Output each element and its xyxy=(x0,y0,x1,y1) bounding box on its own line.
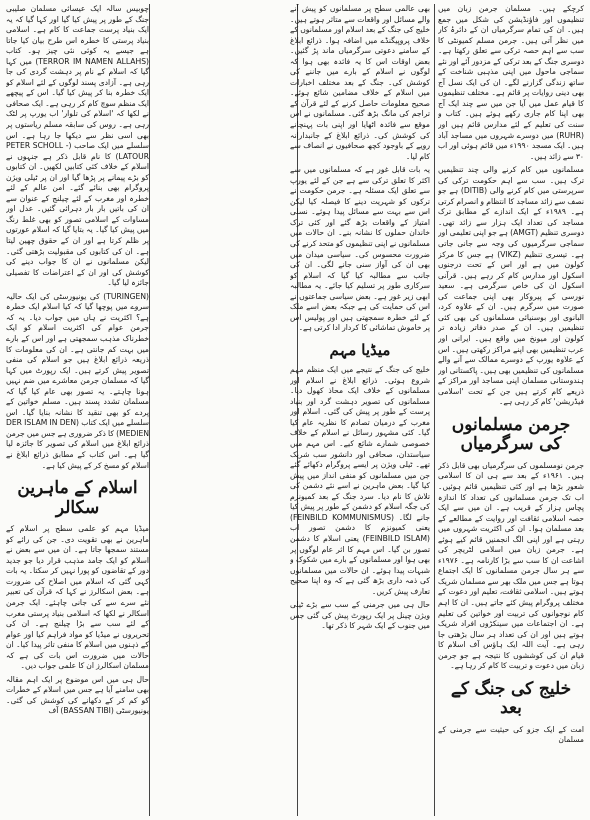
paragraph: چوبیس سالہ ایک عیسائی مسلمان صلیبی جنگ کے طور پر پیش کیا گیا اور کہا گیا کہ یہ ایک بنیاد پرست جماعت کا کام ہے۔ اسلامی بنیاد پرستی کا خطرہ اس طرح بیان کیا جاتا ہے جیسے یہ کوئی نئی چیز ہو۔ کتاب (TERROR IM NAMEN ALLAHS) میں کہا گیا کہ اسلام کے نام پر دہشت گردی کی جا رہی ہے۔ آزادی پسند لوگوں کے لئے اسلام کو ایک خطرہ بنا کر پیش کیا گیا۔ اس کے پیچھے ایک منظم سوچ کام کر رہی ہے۔ ایک صحافی نے لکھا کہ 'اسلام کی تلوار' اب یورپ پر لٹک رہی ہے۔ روس کی سابقہ مسلم ریاستوں پر بھی اسی نظر سے دیکھا جا رہا ہے۔ اس سلسلے میں ایک صاحب (PETER SCHOLL - LATOUR) کا نام قابل ذکر ہے جنہوں نے اسلام کے خلاف کئی کتابیں لکھیں۔ ان کتابوں کو بڑے پیمانے پر پڑھا گیا اور ان پر ٹیلی ویژن پروگرام بھی بنائے گئے۔ امن عالم کے لئے خطرہ اور مغرب کے لئے چیلنج کے عنوان سے ان کی باتیں بار بار دہرائی گئیں۔ عدل اور مساوات کے اسلامی تصور کو بھی غلط رنگ میں پیش کیا گیا۔ یہ بتایا گیا کہ اسلام عورتوں پر ظلم کرتا ہے اور ان کے حقوق چھین لیتا ہے۔ ان کی کتابوں کی مقبولیت بڑھتی گئی۔ لیکن مسلمانوں نے ان کا جواب دینے کی کوشش کی اور ان کے اعتراضات کا تفصیلی جائزہ لیا گیا۔ xyxy=(6,4,149,288)
paragraph: امت کے ایک جزو کی حیثیت سے جرمنی کے مسلمان xyxy=(438,724,584,745)
paragraph: بھی عالمی سطح پر مسلمانوں کو پیش آنے والے مسائل اور واقعات سے متاثر ہوتے ہیں۔ خلیج کی جنگ کے بعد اسلام اور مسلمانوں کے خلاف پروپیگنڈے میں اضافہ ہوا۔ ذرائع ابلاغ کے سامنے دعوتی سرگرمیاں ماند پڑ گئیں۔ بعض اوقات اس کا یہ فائدہ بھی ہوا کہ لوگوں نے اسلام کے بارے میں جاننے کی کوشش کی۔ جنگ کے بعد مختلف اخبارات میں اسلام کے خلاف مضامین شائع ہوئے۔ صحیح معلومات حاصل کرنے کے لئے قرآن کے تراجم کی مانگ بڑھ گئی۔ مسلمانوں نے اس موقع سے فائدہ اٹھایا اور اپنی بات پہنچانے کی کوشش کی۔ ذرائع ابلاغ کے جانبدارانہ رویے کے باوجود کچھ صحافیوں نے انصاف سے کام لیا۔ xyxy=(290,4,430,161)
column-2 xyxy=(290,4,430,816)
section-heading: اسلام کے ماہرین سکالر xyxy=(17,478,138,518)
column-3 xyxy=(6,4,149,816)
column-1 xyxy=(438,4,584,816)
column-divider xyxy=(149,4,150,816)
section-heading: جرمن مسلمانوں کی سرگرمیاں xyxy=(451,414,571,455)
section-heading: خلیج کی جنگ کے بعد xyxy=(450,678,572,719)
paragraph: خلیج کی جنگ کے نتیجے میں ایک منظم مہم شروع ہوئی۔ ذرائع ابلاغ نے اسلام اور مسلمانوں کے خلاف ایک محاذ کھول دیا۔ مسلمانوں کی تصویر دہشت گرد اور بنیاد پرست کے طور پر پیش کی گئی۔ اسلام اور مغرب کے درمیان تصادم کا نظریہ عام کیا گیا۔ کئی مشہور رسائل نے اسلام کے خلاف خصوصی شمارے شائع کیے۔ اس مہم میں سیاستدان، صحافی اور دانشور سب شریک تھے۔ ٹیلی ویژن پر ایسے پروگرام دکھائے گئے جن میں مسلمانوں کو منفی انداز میں پیش کیا گیا۔ بعض ماہرین نے اسے نئے دشمن کی تلاش کا نام دیا۔ سرد جنگ کے بعد کمیونزم کی جگہ اسلام کو دشمن کے طور پر پیش کیا جانے لگا۔ (FEINBILD KOMMUNISMUS) یعنی کمیونزم کا دشمن تصور اب (FEINBILD ISLAM) یعنی اسلام کا دشمن تصور بن گیا۔ اس مہم کا اثر عام لوگوں پر بھی ہوا اور مسلمانوں کے بارے میں شکوک و شبہات پیدا ہوئے۔ ان حالات میں مسلمانوں کی ذمہ داری بڑھ گئی ہے کہ وہ اپنا صحیح تعارف پیش کریں۔ xyxy=(290,365,430,596)
paragraph: جرمن نومسلموں کی سرگرمیاں بھی قابل ذکر ہیں۔ ۱۹۶۱ء کے بعد سے ہی ان کا اسلامی شعور بڑھا ہے اور کئی تنظیمیں قائم ہوئیں۔ اب تک جرمن مسلمانوں کی تعداد کا اندازہ پچاس ہزار کے قریب ہے۔ ان میں سے ایک حصہ اسلامی ثقافت اور روایت کے مطالعے کے بعد مسلمان ہوا۔ ان کی اکثریت شہروں میں رہتی ہے اور اپنی الگ انجمنیں قائم کیے ہوئے ہے۔ جرمن زبان میں اسلامی لٹریچر کی اشاعت ان کا سب سے بڑا کارنامہ ہے۔ ۱۹۷۶ء سے ہر سال جرمن مسلمانوں کا ایک اجتماع ہوتا ہے جس میں ملک بھر سے مسلمان شریک ہوتے ہیں۔ اسلامی ثقافت، تعلیم اور دعوت کے مختلف پروگرام پیش کئے جاتے ہیں۔ ان کا اہم کام نوجوانوں کی تربیت اور خواتین کی تعلیم ہے۔ ان اجتماعات میں سینکڑوں افراد شریک ہوتے ہیں اور ان کی تعداد ہر سال بڑھتی جا رہی ہے۔ آیت اللہ ایک ہاؤس آف اسلام کا قیام ان کی کوششوں کا نتیجہ ہے جو جرمن زبان میں دعوت و تربیت کا کام کر رہا ہے۔ xyxy=(438,460,584,671)
paragraph: یہ بات قابل غور ہے کہ مسلمانوں میں سے اکثر کا تعلق ترکی سے ہے جن کے لئے یورپ سے تعلق ایک مسئلہ ہے۔ جرمن حکومت نے ترکوں کو شہریت دینے کا فیصلہ کیا لیکن اس سے بہت سے مسائل پیدا ہوئے۔ نسلی امتیاز کے واقعات بڑھ گئے اور کئی ترک خاندان حملوں کا نشانہ بنے۔ ان حالات میں مسلمانوں نے اپنی تنظیموں کو متحد کرنے کی ضرورت محسوس کی۔ سیاسی میدان میں بھی ان کی آواز سنی جانے لگی۔ ان کی جانب سے مطالبہ کیا گیا کہ اسلام کو سرکاری طور پر تسلیم کیا جائے۔ یہ مطالبہ ابھی زیر غور ہے۔ بعض سیاسی جماعتوں نے اس کی حمایت کی ہے جبکہ بعض اسے ملک کے لئے خطرہ سمجھتی ہیں اور پولیس اس پر خاموش تماشائی کا کردار ادا کرتی ہے۔ xyxy=(290,165,430,333)
section-heading: میڈیا مہم xyxy=(329,340,391,359)
column-divider xyxy=(434,4,435,816)
paragraph: حال ہی میں جرمنی کے سب سے بڑے ٹیلی ویژن چینل پر ایک رپورٹ پیش کی گئی جس میں جنوب کے ایک شہر کا ذکر تھا۔ xyxy=(290,600,430,631)
paragraph: حال ہی میں اس موضوع پر ایک اہم مقالہ بھی سامنے آیا ہے جس میں اسلام کے خطرات کو کم کر کے دکھانے کی کوشش کی گئی۔ یونیورسٹی (BASSAN TIBI) آف xyxy=(6,674,149,716)
paragraph: (TURINGEN) کی یونیورسٹی کی ایک حالیہ سروے میں پوچھا گیا کہ کیا اسلام ایک خطرہ ہے؟ اکثریت نے ہاں میں جواب دیا۔ یہ کہ جرمن عوام کی اکثریت اسلام کو ایک خطرناک مذہب سمجھتی ہے اور اس کے بارے میں بہت کم جانتی ہے۔ ان کی معلومات کا ذریعہ ذرائع ابلاغ ہیں جو اسلام کی منفی تصویر پیش کرتے ہیں۔ ایک رپورٹ میں کہا گیا کہ مسلمان جرمن معاشرے میں ضم نہیں ہونا چاہتے۔ یہ تصور بھی عام کیا گیا کہ مسلمان تشدد پسند ہیں۔ مسلم خواتین کے پردے کو بھی تنقید کا نشانہ بنایا گیا۔ اس سلسلے میں ایک کتاب (DER ISLAM IN DEN MEDIEN) کا ذکر ضروری ہے جس میں جرمن ذرائع ابلاغ میں اسلام کی تصویر کا جائزہ لیا گیا ہے۔ اس کتاب کے مطابق ذرائع ابلاغ نے اسلام کو مسخ کر کے پیش کیا ہے۔ xyxy=(6,291,149,470)
paragraph: مسلمانوں میں کام کرنے والی چند تنظیمیں ترک ہیں۔ سب سے اہم حکومت ترکی کی سرپرستی میں کام کرنے والی (DITIB) ہے جو نصف سے زائد مساجد کا انتظام و انصرام کرتی ہے۔ ۱۹۸۹ء کے ایک اندازے کے مطابق ترک مساجد کی تعداد ایک ہزار سے زائد تھی۔ دوسری تنظیم (AMGT) ہے جو اپنی تعلیمی اور سماجی سرگرمیوں کی وجہ سے جانی جاتی ہے۔ تیسری تنظیم (VIKZ) ہے جس کا مرکز کولون میں ہے اور اس کے تحت درجنوں اسکول اور مدارس کام کر رہے ہیں۔ قرآنی اسکول ان کی خاص سرگرمی ہے۔ سعید نورسی کے پیروکار بھی اپنی جماعت کی صورت میں سرگرم ہیں۔ ان کے علاوہ کرد، البانوی اور بوسنیائی مسلمانوں کی بھی کئی تنظیمیں ہیں۔ ان کے صدر دفاتر زیادہ تر کولون اور میونخ میں واقع ہیں۔ ایرانی اور عرب تنظیمیں بھی اپنے مراکز رکھتی ہیں۔ اس کے علاوہ یورپ کے دوسرے ممالک سے آنے والے مسلمانوں کی تنظیمیں بھی ہیں۔ پاکستانی اور ہندوستانی مسلمان اپنی مساجد اور مراکز کے ذریعے کام کرتے ہیں جن کے تحت 'اسلامی فیڈریشن' کام کر رہی ہے۔ xyxy=(438,165,584,407)
paragraph: میڈیا مہم کو علمی سطح پر اسلام کے ماہرین نے بھی تقویت دی۔ جن کی رائے کو مستند سمجھا جاتا ہے۔ ان میں سے بعض نے اسلام کو ایک جامد مذہب قرار دیا جو جدید دور کے تقاضوں کو پورا نہیں کر سکتا۔ یہ بات کہی گئی کہ اسلام میں اصلاح کی ضرورت ہے۔ بعض اسکالرز نے کہا کہ قرآن کی تعبیر نئے سرے سے کی جانی چاہئے۔ ایک جرمن اسکالر نے لکھا کہ اسلامی بنیاد پرستی مغرب کے لئے سب سے بڑا چیلنج ہے۔ ان کی تحریروں نے میڈیا کو مواد فراہم کیا اور عوام کے ذہنوں میں اسلام کا منفی تاثر پیدا کیا۔ ان حالات میں ضرورت اس بات کی ہے کہ مسلمان اسکالرز ان کا علمی جواب دیں۔ xyxy=(6,524,149,671)
paragraph: کرچکے ہیں۔ مسلمان جرمن زبان میں تنظیموں اور فاؤنڈیشن کی شکل میں جمع ہیں۔ ان کی تمام سرگرمیاں ان کے دائرۂ کار میں نظر آتی ہیں۔ جرمن مسلم کمیونٹی کا سب سے اہم حصہ ترکی سے تعلق رکھتا ہے۔ دوسری جنگ کے بعد ترکی کے مزدور آئے اور نئے سماجی ماحول میں اپنی مذہبی شناخت کے ساتھ زندگی گزارنے لگے۔ ان کی ایک نسل آج بھی دینی روایات پر قائم ہے۔ مختلف تنظیموں کا قیام عمل میں آیا جن میں سے چند ایک آج بھی اپنا کام جاری رکھے ہوئے ہیں۔ کتاب و سنت کی تعلیم کے لئے مدارس قائم ہیں اور (RUHR) میں دوسرے شہروں میں مساجد آباد ہیں۔ ایک مسجد ۱۹۹۰ء میں قائم ہوئی اور اب ۳۰ سے زائد ہیں۔ xyxy=(438,4,584,161)
